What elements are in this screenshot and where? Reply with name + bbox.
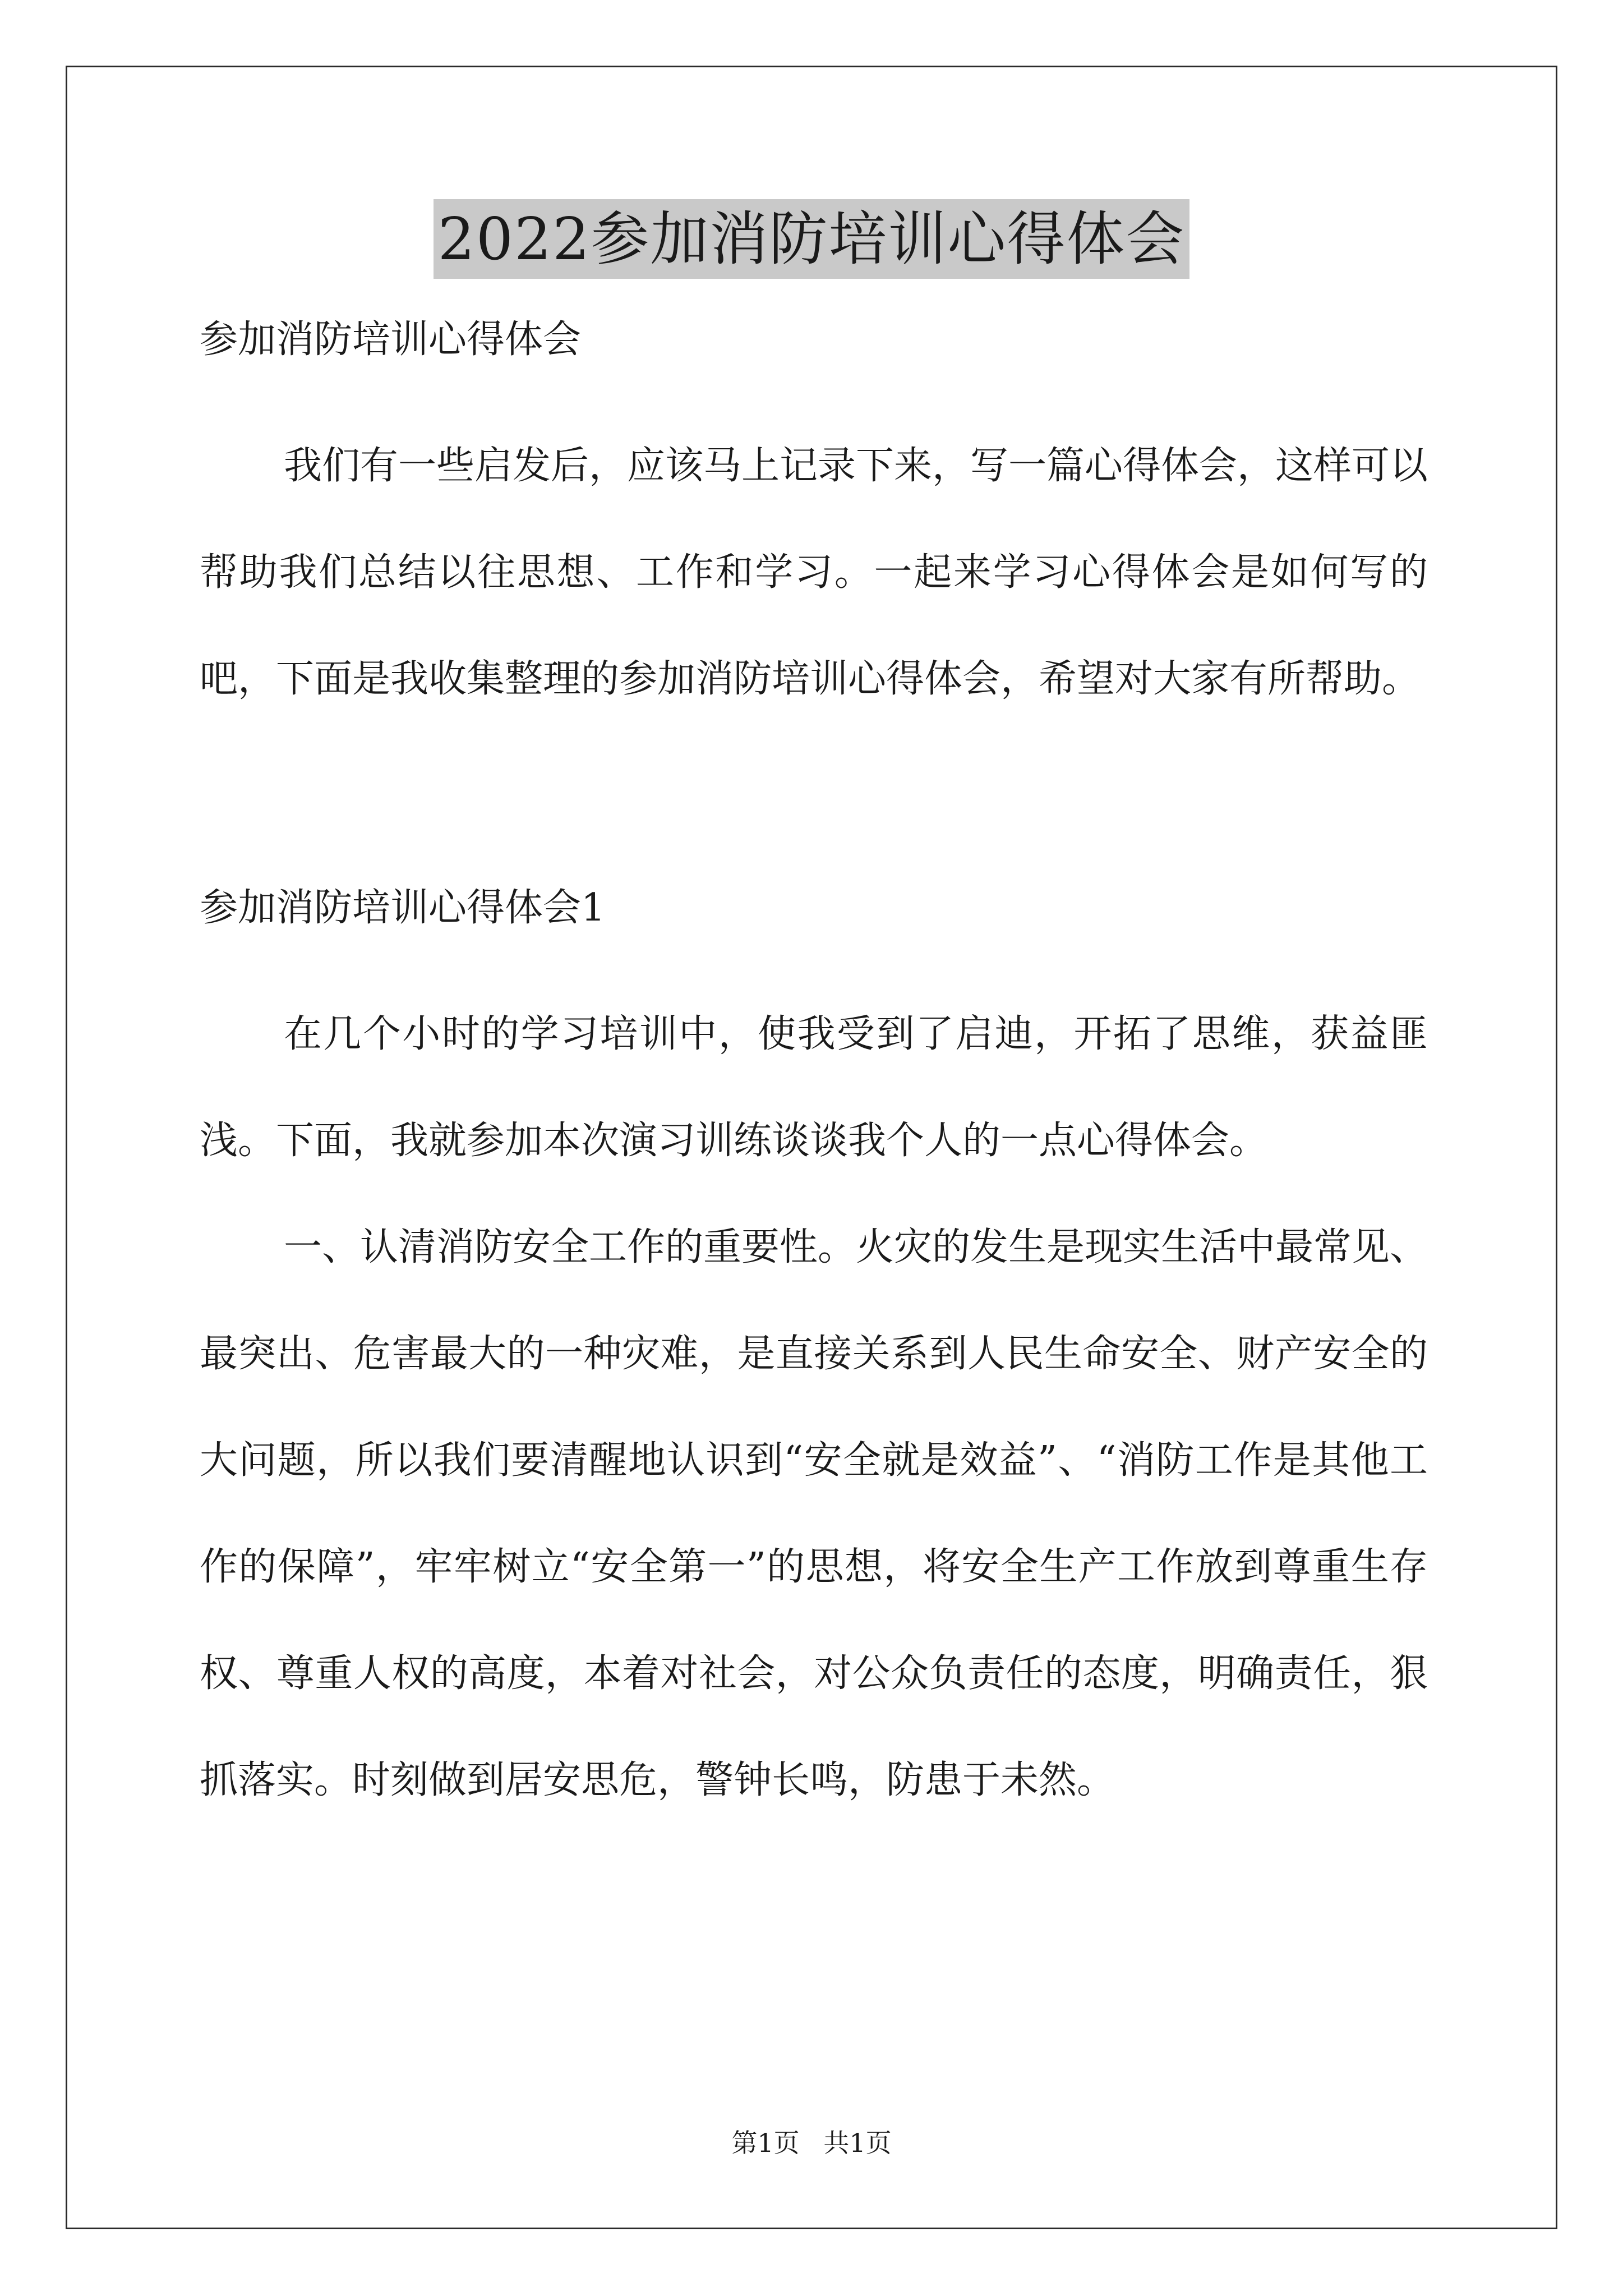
body-paragraph-1: 在几个小时的学习培训中，使我受到了启迪，开拓了思维，获益匪浅。下面，我就参加本次演习训练谈谈我个人的一点心得体会。 bbox=[200, 1012, 1428, 1163]
page-number-total: 共1页 bbox=[823, 2128, 892, 2158]
title-container bbox=[0, 199, 1623, 279]
intro-heading: 参加消防培训心得体会 bbox=[200, 318, 582, 362]
document-title: 2022参加消防培训心得体会 bbox=[434, 199, 1190, 279]
page-number-current: 第1页 bbox=[731, 2128, 800, 2158]
body-paragraph-2: 一、认清消防安全工作的重要性。火灾的发生是现实生活中最常见、最突出、危害最大的一种灾难，是直接关系到人民生命安全、财产安全的大问题，所以我们要清醒地认识到“安全就是效益”、“消防工作是其他工作的保障”，牢牢树立“安全第一”的思想，将安全生产工作放到尊重生存权、尊重人权的高度，本着对社会，对公众负责任的态度，明确责任，狠抓落实。时刻做到居安思危，警钟长鸣，防患于未然。 bbox=[200, 1225, 1428, 1802]
page-footer bbox=[0, 2126, 1623, 2160]
section-heading: 参加消防培训心得体会1 bbox=[200, 886, 606, 930]
intro-paragraph: 我们有一些启发后，应该马上记录下来，写一篇心得体会，这样可以帮助我们总结以往思想、工作和学习。一起来学习心得体会是如何写的吧，下面是我收集整理的参加消防培训心得体会，希望对大家有所帮助。 bbox=[200, 444, 1428, 701]
document-body bbox=[200, 313, 1428, 1834]
